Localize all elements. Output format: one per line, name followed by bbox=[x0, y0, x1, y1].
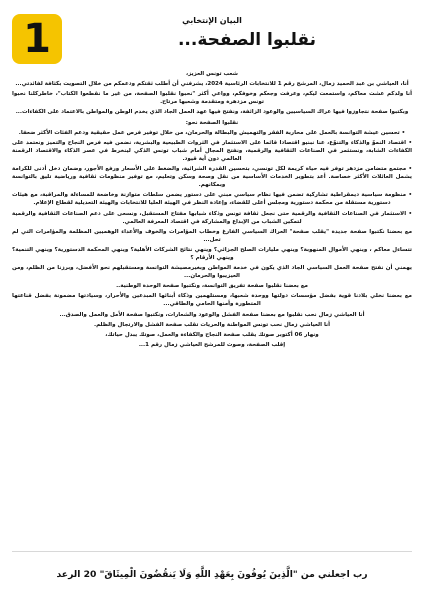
paragraph: مع بعضنا نقلبوا صفحة تفريق التوانسة، ونكتبوا صفحة الوحدة الوطنية.. bbox=[116, 283, 308, 290]
greeting: شعب تونس العزيز، bbox=[185, 71, 238, 77]
closing-line: إقلب الصفحة، وصوت للمرشح العياشي زمال رقم 1... bbox=[138, 342, 286, 349]
paragraph: مع بعضنا نكتبوا صفحة جديدة "يقلب صفحة" العراك السياسي الفارغ وخطاب المؤامرات والخوف والأعداء الوهميين المظلمة والمؤامرات التي لم تحل... bbox=[12, 228, 412, 243]
bullet-item: • الاستثمار في الصناعات الثقافية والرقمية حتى نجعل ثقافة تونس وذكاء شبابها مفتاح المستقبل، ونسعى على دعم الصناعات الثقافية والرقمية لتمكين الشباب من الإبداع والمشاركة في اقتصاد المعرفة العالمي. bbox=[12, 210, 412, 225]
document-kicker: البيان الإنتخابي bbox=[182, 16, 242, 25]
paragraph: مع بعضنا نخلي بلادنا قوية بفضل مؤسسات دولتها ووحدة شعبها، ومستلهمين وذكاء أبنائها المبدعين والأحرار، وسيادتها مضمونة بفضل قناعتها المتطورة وأمنها الحامي والطاقي... bbox=[12, 293, 412, 308]
section-label: نقلبوا الصفحة نحو: bbox=[185, 119, 239, 126]
quran-verse: رب اجعلني من "الَّذِينَ يُوفُونَ بِعَهْدِ اللَّهِ وَلَا يَنقُضُونَ الْمِيثَاقَ" 20 الرعد bbox=[56, 569, 368, 580]
paragraph: أنا، العياشي بن عبد الحميد زمال، المرشح رقم 1 للانتخابات الرئاسية 2024، يشرفني أن أطلب ثقتكم ودعمكم من خلال التصويت بكثافة لفائدتي... bbox=[15, 81, 409, 88]
paragraph: يهمني أن نفتح صفحة العمل السياسي الجاد الذي يكون في خدمة المواطن وبغيرمصيشة التوانسة ومستقبلهم نحو الأفضل، وبرزنا من الظلم، ومن العيزيبوا والحرمان... bbox=[12, 265, 412, 280]
paragraph: أنا العياشي زمال نحب تونس المواطنة والحريات تقلب صفحة الفشل والارتجال والظلم. bbox=[93, 321, 331, 328]
divider bbox=[12, 551, 412, 552]
candidate-number: 1 bbox=[23, 16, 51, 62]
bullet-item: • اقتصاد النموّ والذكاء والتنوّع، عنا نبنيو اقتصادا قائما على الاستثمار في الثروات الطبيعية والبشرية، نضمن فيه فرص النجاح والتميز ونعتمد على الكفاءات الشابة، ونستثمر في الصناعات الثقافية والرقمية، ونفتح المجال أمام شباب تونس الذكي لينخرط في عصر الذكاء والاقتصاد الرقمنة العالمي دون أية قيود. bbox=[12, 139, 412, 162]
paragraph: أنا ولدكم عشت معاكم، واستمعت ليكم، وعرفت وجعكم وخوفكم، وواعي أكثر "نحبوا نقلبوا الصفحة، من غير ما نقطعوا الكتاب"، خاطركلنا نحبوا تونس مزدهرة ومتقدمة وشعبها مرتاح. bbox=[12, 91, 412, 106]
page-title: نقلبوا الصفحة... bbox=[177, 30, 317, 50]
bullet-item: • مجتمع متضامن مزدهر توفر فيه حياة كريمة لكل تونسي، بتحسين القدرة الشرائية، والضغط على الأسعار ورفع الأجور، وضمان دخل أدنى للكرامة يشمل العائلات الأكثر خصاصة. أعد بتطوير الخدمات الأساسية من نقل وصحة وسكن وتعليم، مع توفير منظومات ثقافية ورياضية تليق بالتوانسة وبمكانهم. bbox=[12, 166, 412, 189]
paragraph: أنا العياشي زمال نحب نقلبوا مع بعضنا صفحة الفشل والوعود والشعارات، ونكتبوا صفحة الأمل والعمل والصدق... bbox=[59, 311, 365, 318]
paragraph: وبكتبوا صفحة نتجاوزوا فيها عراك السياسيين والوعود الزائفة، ونفتح فيها عهد العمل الجاد الذي يخدم الوطن والمواطن بالاعتماد على الكفاءات... bbox=[15, 109, 409, 116]
paragraph: تتساءل معاكم ، وينهي الأموال المنهوبة؟ وينهي مليارات الصلح الجزائي؟ وينهي نتائج الشركات الأهلية؟ وينهي المحكمة الدستورية؟ وينهي التنمية؟ وينهي الأرقام ؟ bbox=[12, 246, 412, 261]
bullet-item: • تحسين عيشة التوانسة بالعمل على محاربة الفقر والتهميش والبطالة والحرمان، من خلال توفير فرص عمل حقيقية ودعم الفئات الأكثر ضعفا. bbox=[18, 129, 406, 136]
manifesto-body bbox=[12, 70, 412, 546]
bullet-item: • منظومة سياسية ديمقراطية تشاركية تضمن فيها نظام سياسي مبني على دستور يضمن سلطات متوازنة وخاضعة للمساءلة والمراقبة، مع هيئات دستورية مستقلة من محكمة دستورية ومجلس أعلى للقضاء، وإعادة النظر في الهيئة العليا للانتخابات والهيئة التعديلية لقطاع الإعلام. bbox=[12, 192, 412, 207]
paragraph: ونهار 06 أكتوبر صوتك يقلب صفحة النجاح والكفاءة والعمل، صوتك يبدل حياتك، bbox=[105, 331, 319, 338]
